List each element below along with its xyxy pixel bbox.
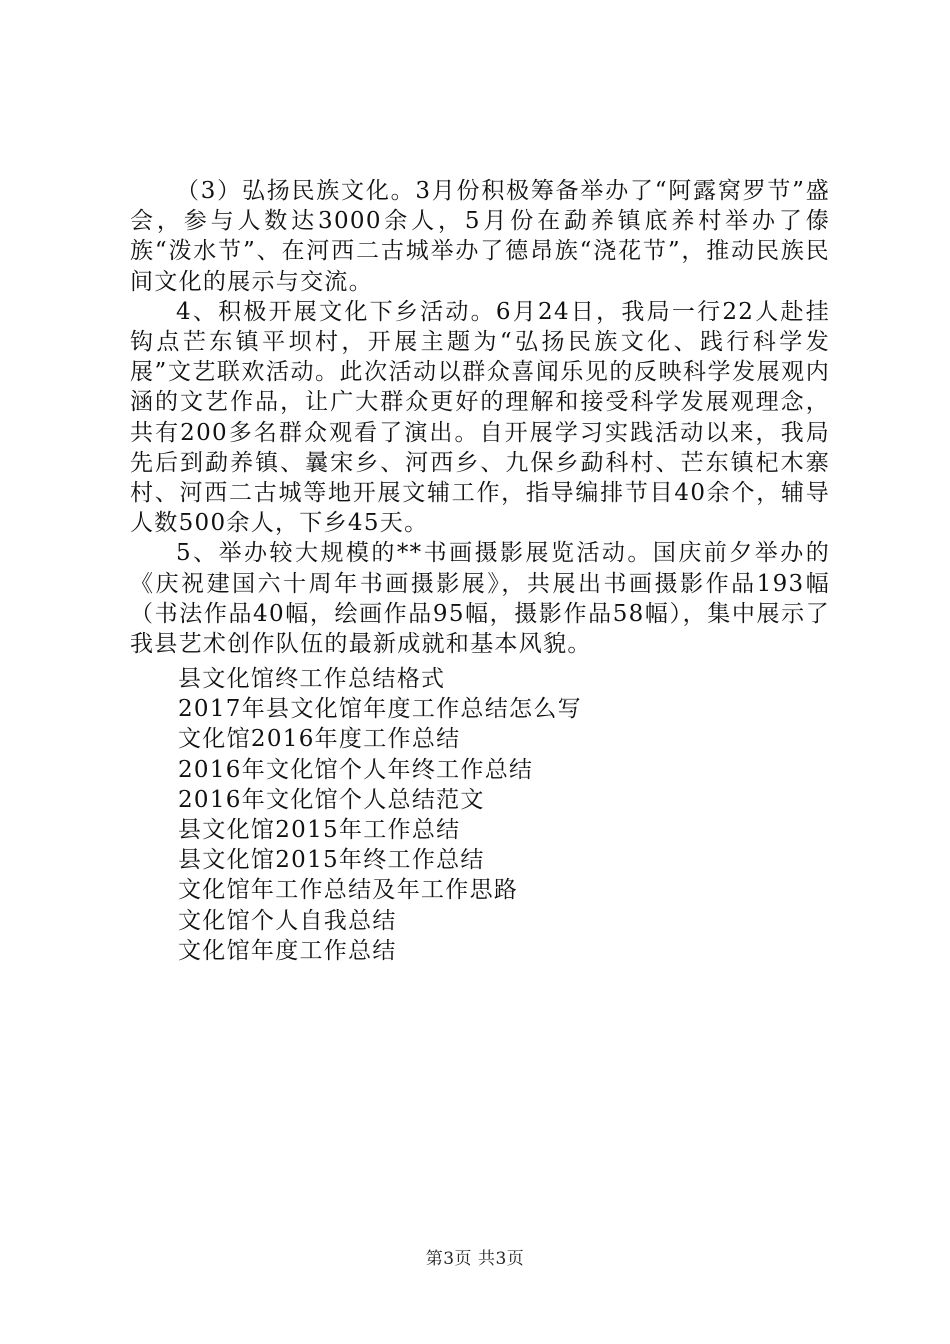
paragraph-ethnic-culture: （3）弘扬民族文化。3月份积极筹备举办了“阿露窝罗节”盛会，参与人数达3000余人，5月份在勐养镇底养村举办了傣族“泼水节”、在河西二古城举办了德昂族“浇花节”，推动民族民间文化的展示与交流。 [130, 178, 830, 295]
related-article-link[interactable]: 县文化馆终工作总结格式 [178, 666, 446, 692]
paragraph-countryside-activity: 4、积极开展文化下乡活动。6月24日，我局一行22人赴挂钩点芒东镇平坝村，开展主题为“弘扬民族文化、践行科学发展”文艺联欢活动。此次活动以群众喜闻乐见的反映科学发展观内涵的文艺作品，让广大群众更好的理解和接受科学发展观理念，共有200多名群众观看了演出。自开展学习实践活动以来，我局先后到勐养镇、曩宋乡、河西乡、九保乡勐科村、芒东镇杞木寨村、河西二古城等地开展文辅工作，指导编排节目40余个，辅导人数500余人，下乡45天。 [130, 298, 830, 537]
page-number-footer: 第3页 共3页 [425, 1249, 525, 1269]
related-article-link[interactable]: 文化馆年工作总结及年工作思路 [178, 877, 519, 904]
document-body [130, 176, 830, 659]
paragraph-art-exhibition: 5、举办较大规模的**书画摄影展览活动。国庆前夕举办的《庆祝建国六十周年书画摄影展》，共展出书画摄影作品193幅（书法作品40幅，绘画作品95幅，摄影作品58幅），集中展示了我县艺术创作队伍的最新成就和基本风貌。 [130, 540, 830, 658]
related-article-link[interactable]: 县文化馆2015年工作总结 [178, 817, 461, 844]
related-article-link[interactable]: 2017年县文化馆年度工作总结怎么写 [178, 696, 582, 723]
related-articles-list [178, 664, 582, 966]
related-article-link[interactable]: 文化馆年度工作总结 [178, 937, 397, 964]
related-article-link[interactable]: 文化馆2016年度工作总结 [178, 726, 461, 753]
related-article-link[interactable]: 文化馆个人自我总结 [178, 907, 397, 934]
related-article-link[interactable]: 2016年文化馆个人年终工作总结 [178, 756, 534, 783]
related-article-link[interactable]: 2016年文化馆个人总结范文 [178, 786, 485, 813]
related-article-link[interactable]: 县文化馆2015年终工作总结 [178, 847, 485, 874]
